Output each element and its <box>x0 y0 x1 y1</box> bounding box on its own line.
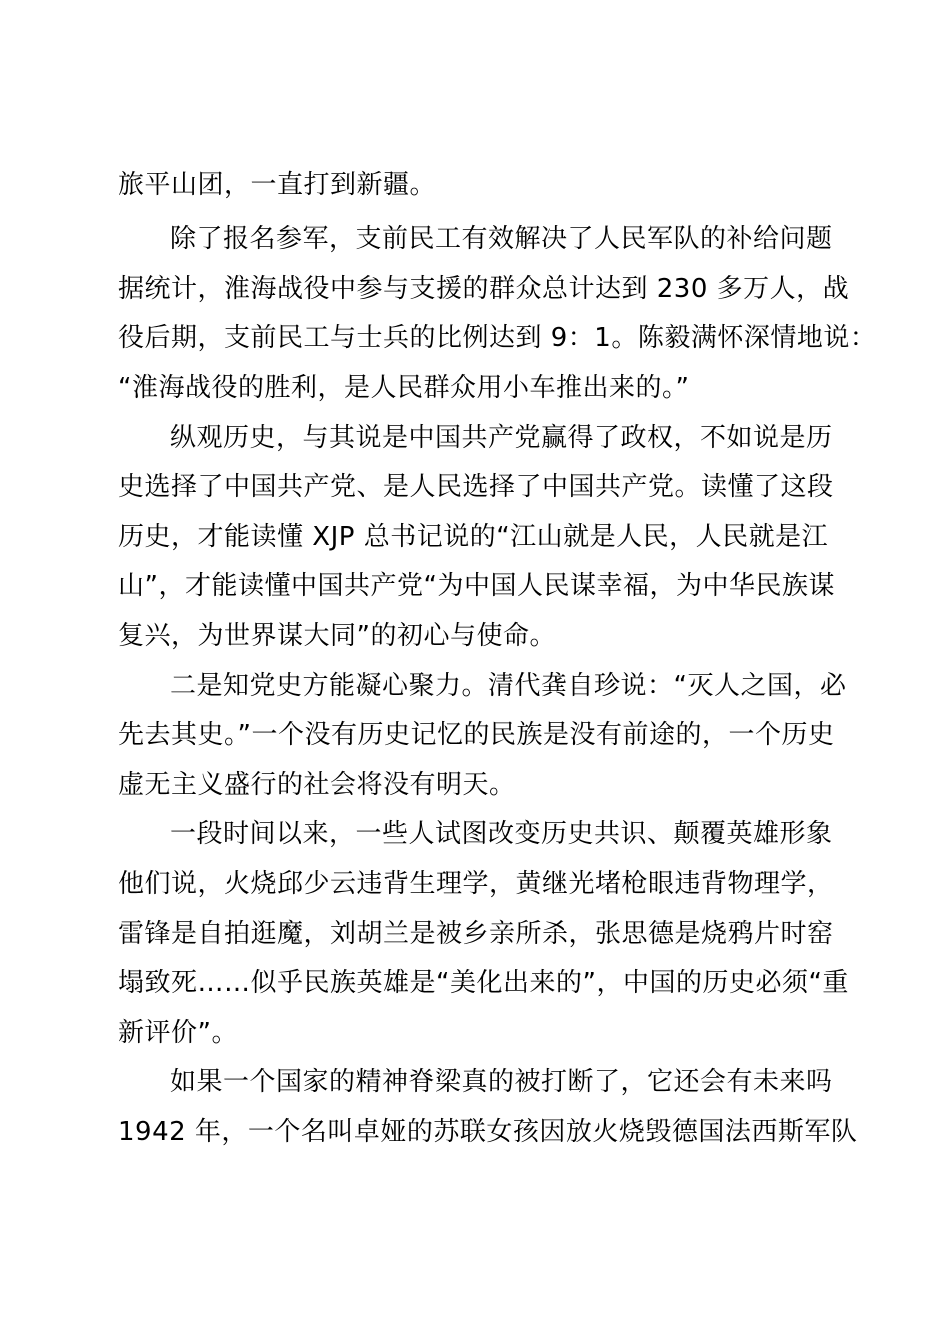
text-line: 复兴，为世界谋大同”的初心与使命。 <box>118 621 556 651</box>
text-line: 除了报名参军，支前民工有效解决了人民军队的补给问题 <box>170 224 833 254</box>
text-line: 虚无主义盛行的社会将没有明天。 <box>118 770 516 800</box>
text-line: 纵观历史，与其说是中国共产党赢得了政权，不如说是历 <box>170 423 833 453</box>
text-line: 1942 年，一个名叫卓娅的苏联女孩因放火烧毁德国法西斯军队 <box>118 1117 858 1147</box>
text-line: 历史，才能读懂 XJP 总书记说的“江山就是人民，人民就是江 <box>118 522 829 552</box>
text-line: 新评价”。 <box>118 1018 238 1048</box>
text-line: 雷锋是自拍逛魔，刘胡兰是被乡亲所杀，张思德是烧鸦片时窑 <box>118 919 834 949</box>
text-line: 据统计，淮海战役中参与支援的群众总计达到 230 多万人，战 <box>118 274 850 304</box>
text-line: 塌致死……似乎民族英雄是“美化出来的”，中国的历史必须“重 <box>118 968 849 998</box>
text-line: “淮海战役的胜利，是人民群众用小车推出来的。” <box>118 373 690 403</box>
text-line: 二是知党史方能凝心聚力。清代龚自珍说：“灭人之国，必 <box>170 671 847 701</box>
text-line: 一段时间以来，一些人试图改变历史共识、颠覆英雄形象 <box>170 819 833 849</box>
text-line: 先去其史。”一个没有历史记忆的民族是没有前途的，一个历史 <box>118 720 835 750</box>
text-line: 史选择了中国共产党、是人民选择了中国共产党。读懂了这段 <box>118 472 834 502</box>
text-line: 旅平山团，一直打到新疆。 <box>118 170 437 200</box>
text-line: 役后期，支前民工与士兵的比例达到 9：1。陈毅满怀深情地说： <box>118 323 877 353</box>
text-line: 山”，才能读懂中国共产党“为中国人民谋幸福，为中华民族谋 <box>118 571 835 601</box>
text-line: 他们说，火烧邱少云违背生理学，黄继光堵枪眼违背物理学， <box>118 869 834 899</box>
text-line: 如果一个国家的精神脊梁真的被打断了，它还会有未来吗 <box>170 1067 833 1097</box>
